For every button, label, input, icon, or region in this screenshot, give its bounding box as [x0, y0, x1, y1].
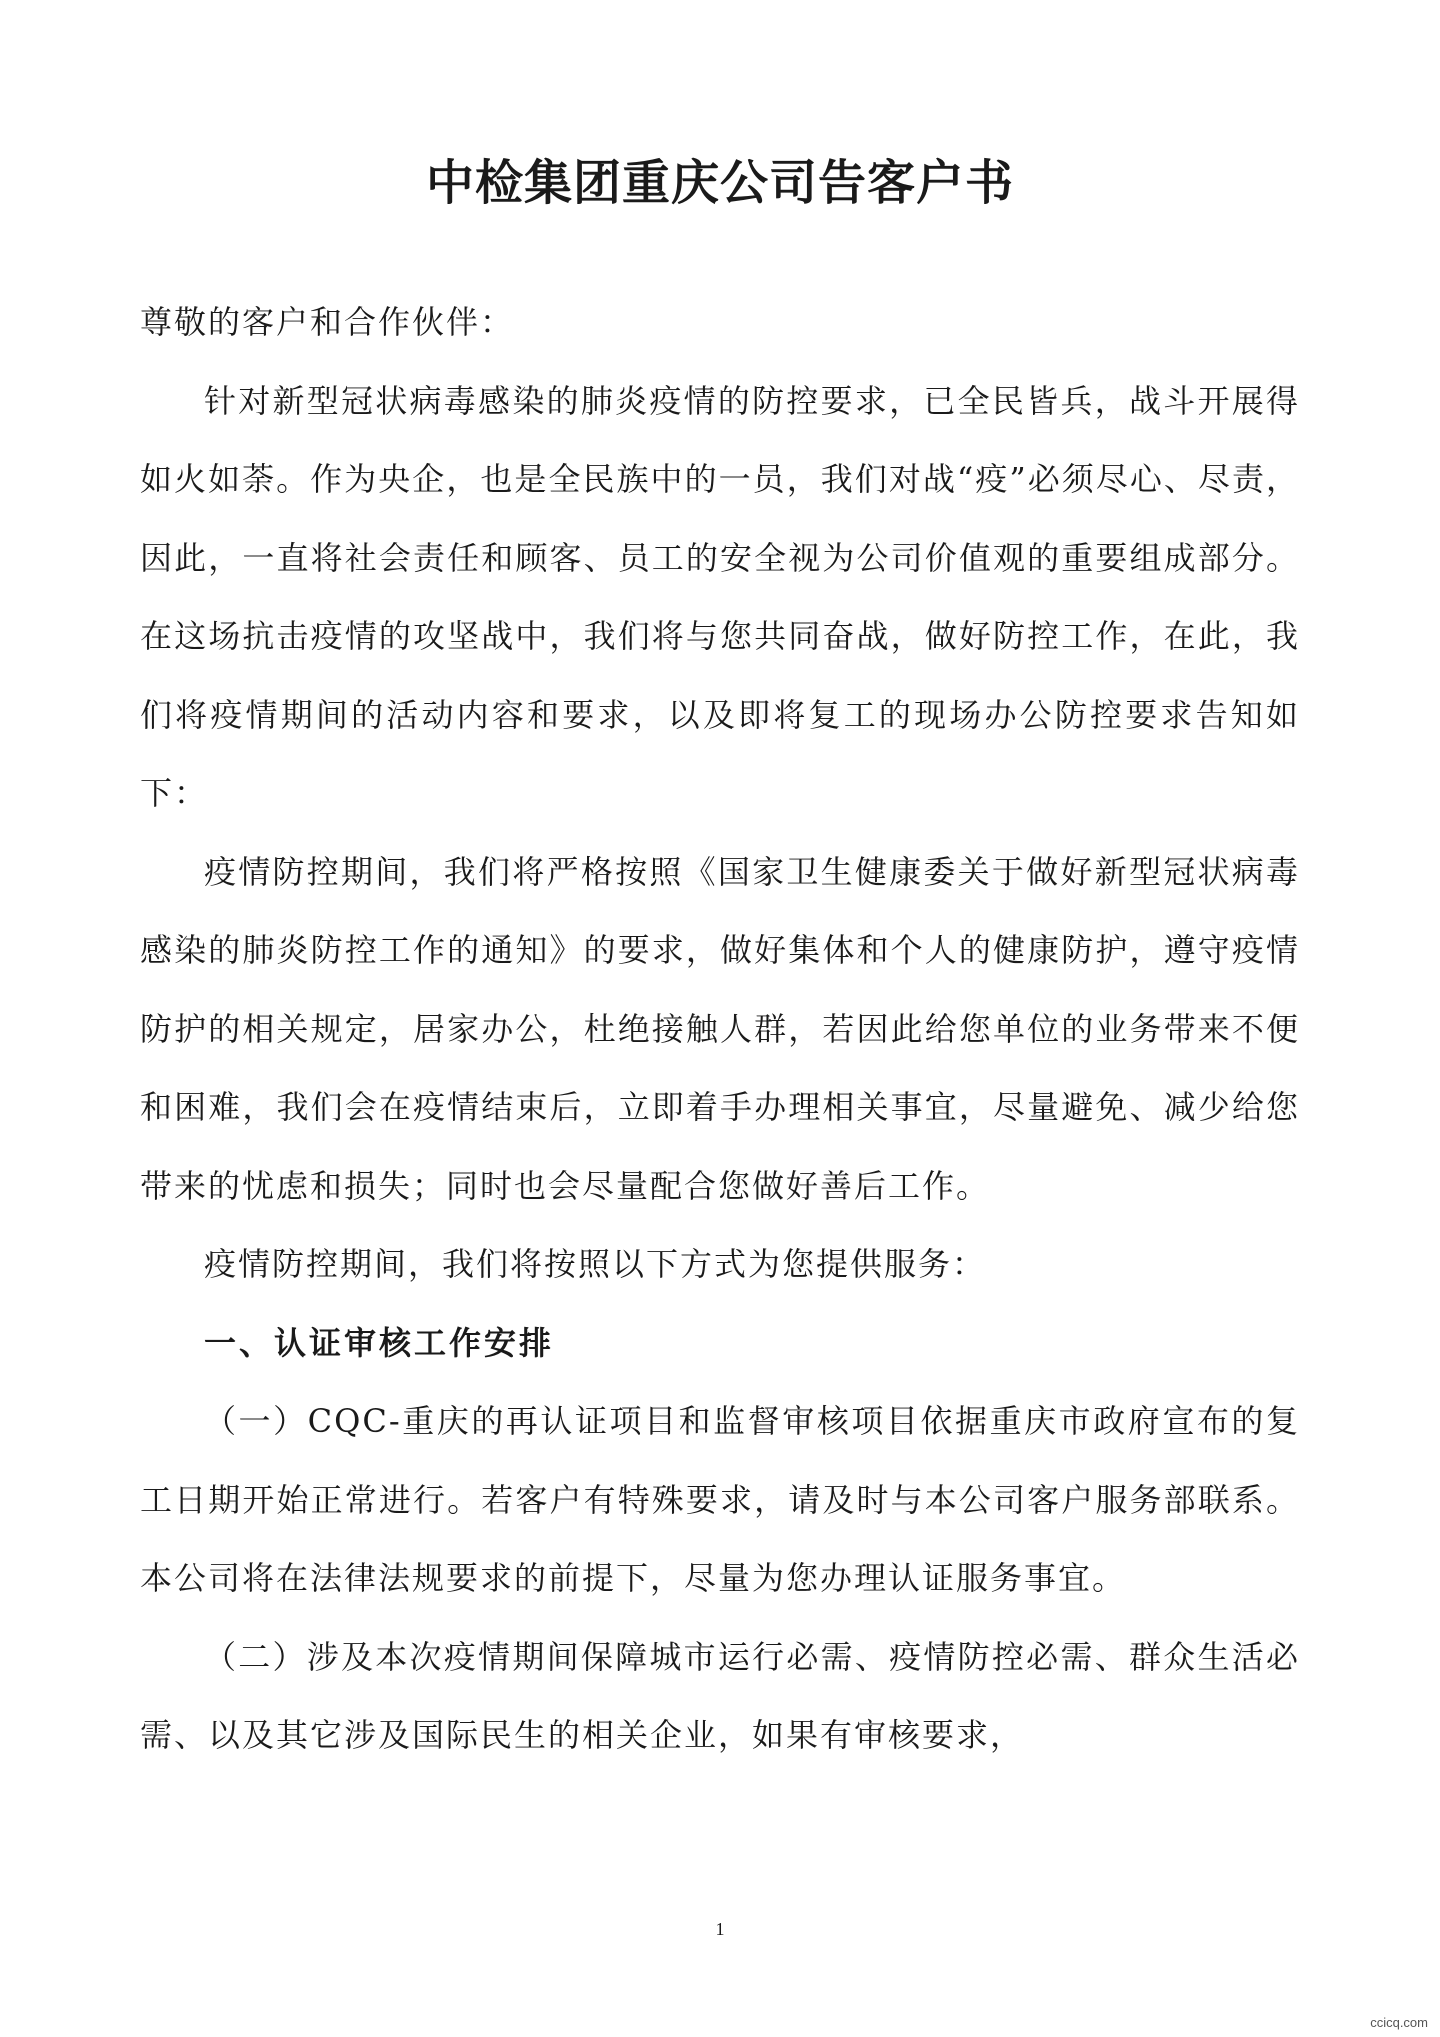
- site-watermark: ccicq.com: [1370, 2015, 1428, 2030]
- section-item-2: （二）涉及本次疫情期间保障城市运行必需、疫情防控必需、群众生活必需、以及其它涉及国际民生的相关企业，如果有审核要求，: [140, 1637, 1300, 1754]
- page-number: 1: [715, 1919, 725, 1939]
- document-title: 中检集团重庆公司告客户书: [425, 155, 1014, 211]
- document-body: [140, 283, 1300, 1775]
- paragraph-services: 疫情防控期间，我们将按照以下方式为您提供服务：: [204, 1245, 987, 1283]
- section-heading: 一、认证审核工作安排: [204, 1323, 555, 1362]
- paragraph-measures: 疫情防控期间，我们将严格按照《国家卫生健康委关于做好新型冠状病毒感染的肺炎防控工作的通知》的要求，做好集体和个人的健康防护，遵守疫情防护的相关规定，居家办公，杜绝接触人群，若因此给您单位的业务带来不便和困难，我们会在疫情结束后，立即着手办理相关事宜，尽量避免、减少给您带来的忧虑和损失；同时也会尽量配合您做好善后工作。: [140, 852, 1300, 1205]
- section-item-1: （一）CQC-重庆的再认证项目和监督审核项目依据重庆市政府宣布的复工日期开始正常进行。若客户有特殊要求，请及时与本公司客户服务部联系。本公司将在法律法规要求的前提下，尽量为您办理认证服务事宜。: [140, 1402, 1300, 1597]
- paragraph-intro: 针对新型冠状病毒感染的肺炎疫情的防控要求，已全民皆兵，战斗开展得如火如荼。作为央企，也是全民族中的一员，我们对战“疫”必须尽心、尽责，因此，一直将社会责任和顾客、员工的安全视为公司价值观的重要组成部分。在这场抗击疫情的攻坚战中，我们将与您共同奋战，做好防控工作，在此，我们将疫情期间的活动内容和要求，以及即将复工的现场办公防控要求告知如下：: [140, 381, 1300, 812]
- salutation: 尊敬的客户和合作伙伴：: [140, 303, 515, 341]
